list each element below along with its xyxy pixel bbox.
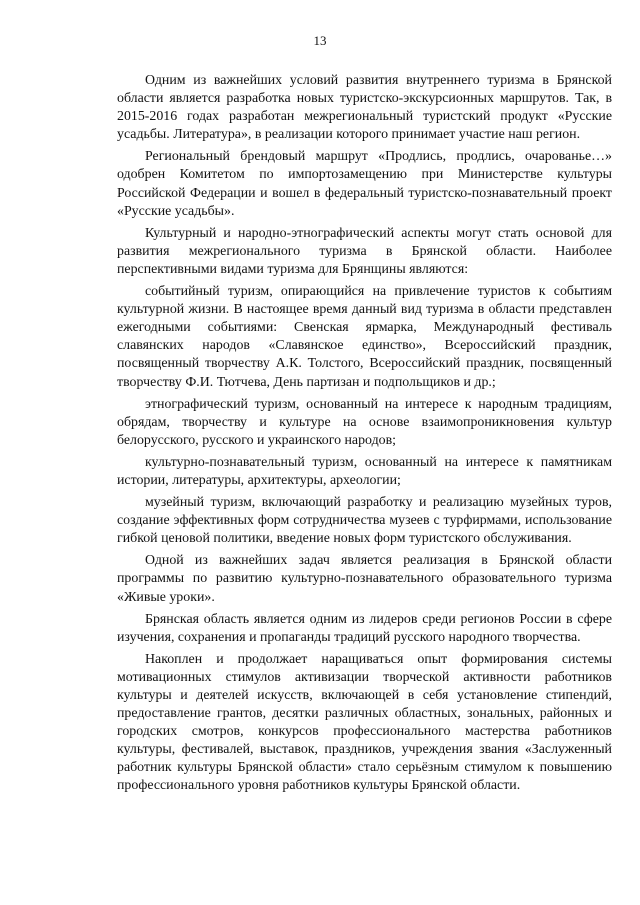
paragraph-motivation-system: Накоплен и продолжает наращиваться опыт формирования системы мотивационных стимулов активизации творческой активности работников культуры и деятелей искусств, включающей в себя установление стипендий, предоставление грантов, десятки различных областных, зональных, районных и городских смотров, конкурсов профессионального мастерства работников культуры, фестивалей, выставок, праздников, учреждения звания «Заслуженный работник культуры Брянской области» стало серьёзным стимулом к повышению профессионального уровня работников культуры Брянской области. (117, 651, 612, 794)
document-body (117, 72, 612, 800)
paragraph-domestic-tourism-routes: Одним из важнейших условий развития внутреннего туризма в Брянской области является разработка новых туристско-экскурсионных маршрутов. Так, в 2015-2016 годах разработан межрегиональный туристский продукт «Русские усадьбы. Литература», в реализации которого принимает участие наш регион. (117, 73, 612, 143)
paragraph-event-tourism: событийный туризм, опирающийся на привлечение туристов к событиям культурной жизни. В настоящее время данный вид туризма в области представлен ежегодными событиями: Свенская ярмарка, Международный фестиваль славянских народов «Славянское единство», Всероссийский праздник, посвященный творчеству А.К. Толстого, Всероссийский праздник, посвященный творчеству Ф.И. Тютчева, День партизан и подпольщиков и др.; (117, 284, 612, 390)
paragraph-folk-art-leadership: Брянская область является одним из лидеров среди регионов России в сфере изучения, сохранения и пропаганды традиций русского народного творчества. (117, 611, 612, 645)
paragraph-ethnographic-tourism: этнографический туризм, основанный на интересе к народным традициям, обрядам, творчеству и культуре на основе взаимопроникновения культур белорусского, русского и украинского народов; (117, 396, 612, 448)
paragraph-cultural-cognitive-tourism: культурно-познавательный туризм, основанный на интересе к памятникам истории, литературы, архитектуры, археологии; (117, 454, 612, 488)
paragraph-living-lessons-program: Одной из важнейших задач является реализация в Брянской области программы по развитию культурно-познавательного образовательного туризма «Живые уроки». (117, 553, 612, 605)
paragraph-museum-tourism: музейный туризм, включающий разработку и реализацию музейных туров, создание эффективных форм сотрудничества музеев с турфирмами, использование гибкой ценовой политики, введение новых форм туристского обслуживания. (117, 495, 612, 547)
page-number: 13 (313, 33, 327, 48)
paragraph-perspective-tourism-types: Культурный и народно-этнографический аспекты могут стать основой для развития межрегионального туризма в Брянской области. Наиболее перспективными видами туризма для Брянщины являются: (117, 225, 612, 277)
paragraph-brand-route: Региональный брендовый маршрут «Продлись, продлись, очарованье…» одобрен Комитетом по импортозамещению при Министерстве культуры Российской Федерации и вошел в федеральный туристско-познавательный проект «Русские усадьбы». (117, 149, 612, 219)
